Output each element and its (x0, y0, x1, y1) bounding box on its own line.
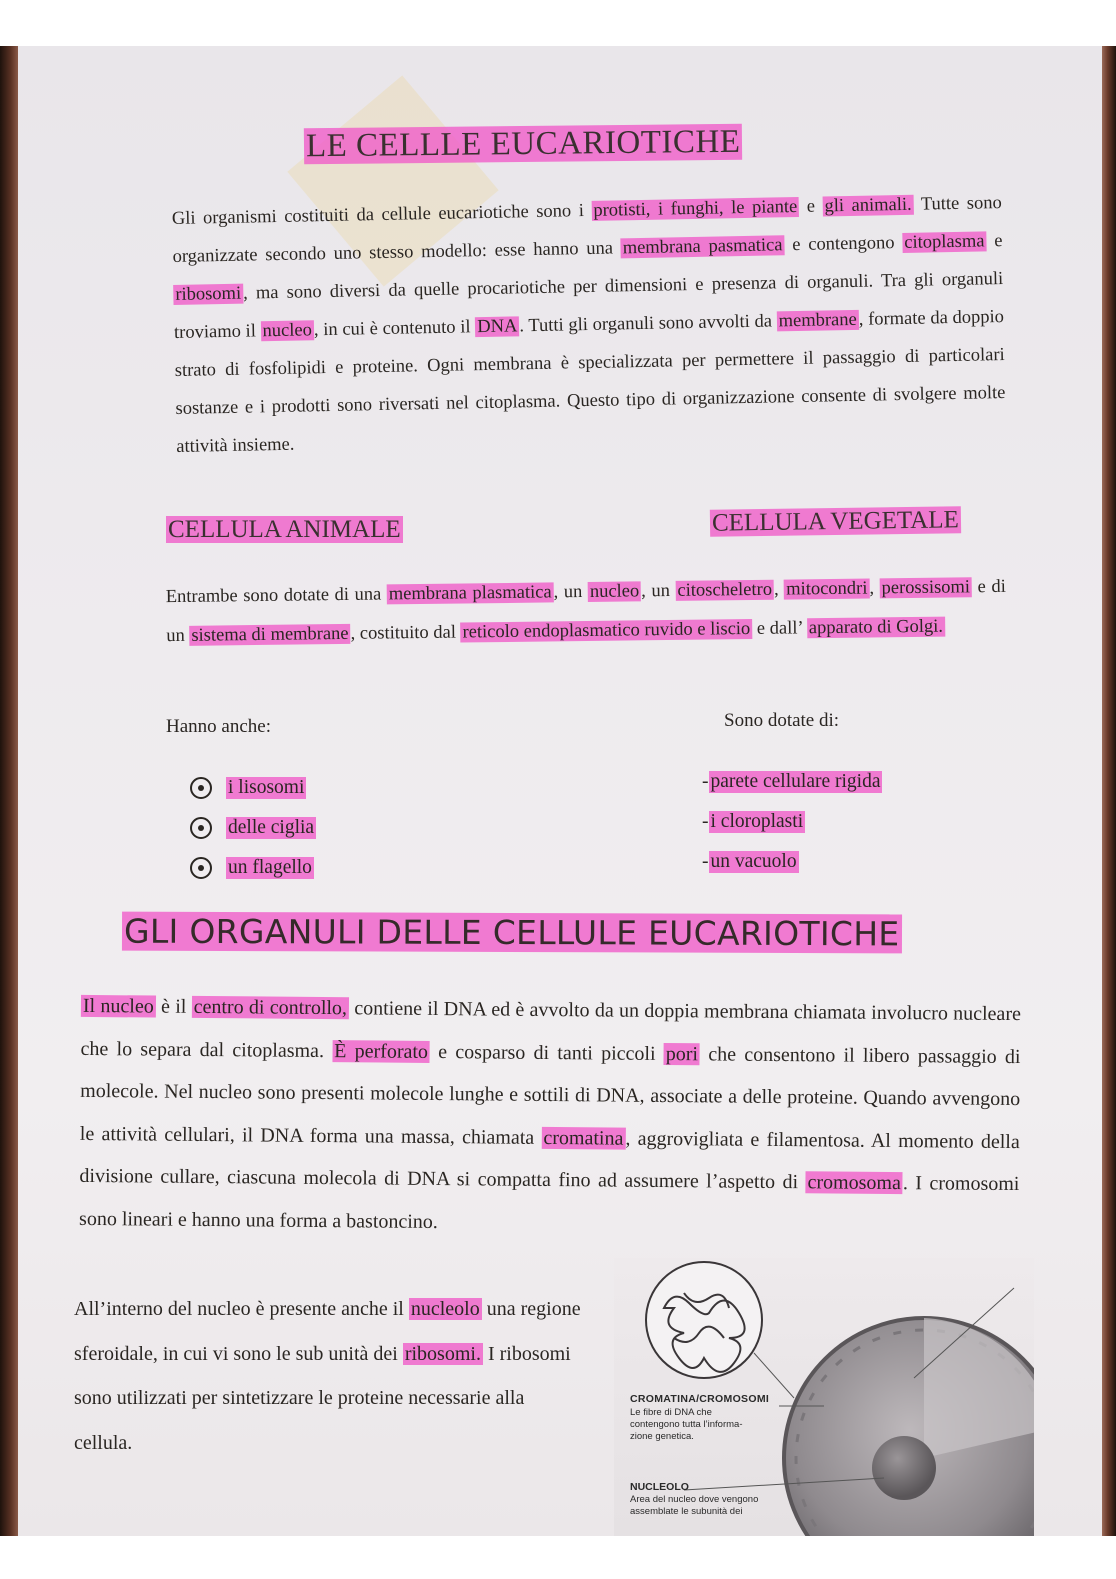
highlighted-text: ribosomi (175, 283, 242, 305)
radio-bullet-icon (190, 857, 212, 879)
highlighted-text: perossisomi (881, 577, 971, 599)
top-margin (0, 0, 1116, 46)
highlighted-text: sistema di membrane (191, 623, 349, 646)
text-run: e cosparso di tanti piccoli (429, 1040, 664, 1065)
highlighted-text: membrana pasmatica (622, 235, 783, 259)
text-run: , un (553, 581, 589, 603)
left-background-edge (0, 46, 18, 1536)
text-run: , (773, 579, 785, 600)
nucleus-paragraph (79, 985, 1021, 1248)
text-run: , un (641, 580, 676, 602)
text-run: e contengono (784, 232, 903, 256)
highlighted-text: cromosoma (807, 1171, 901, 1195)
figure-label-nucleolus: NUCLEOLO (630, 1481, 689, 1493)
heading-plant-cell: CELLULA VEGETALE (711, 506, 959, 537)
figure-caption-chromatin: Le fibre di DNA che contengono tutta l’informa-zione genetica. (630, 1407, 743, 1442)
highlighted-text: È perforato (334, 1039, 429, 1063)
bottom-margin (0, 1536, 1116, 1579)
text-run: Gli organismi costituiti da cellule eucariotiche sono i (171, 200, 592, 229)
text-run: . I cromosomi sono lineari e hanno una forma a bastoncino. (78, 1172, 1020, 1233)
radio-bullet-icon (190, 817, 212, 839)
highlighted-text: mitocondri (786, 578, 868, 600)
text-run: è il (155, 995, 192, 1018)
text-run: che consentono il libero passaggio di molecole. Nel nucleo sono presenti molecole lunghe e sottili di DNA, associate a delle proteine. Quando avvengono le attività cellulari, il DNA forma una massa, chiamata (79, 1042, 1021, 1149)
text-run: e (986, 231, 1003, 252)
text-run: , formate da doppio strato di fosfolipidi e proteine. Ogni membrana è specializzata per permettere il passaggio di particolari sostanze e i prodotti sono riversati nel citoplasma. Questo tipo di organizzazione consente di svolgere molte attività insieme. (174, 307, 1006, 457)
text-run: e dall’ (752, 618, 807, 639)
highlighted-text: DNA (477, 316, 518, 338)
highlighted-text: protisti, i funghi, le piante (593, 196, 798, 221)
animal-extra-label: Hanno anche: (166, 716, 271, 737)
list-item: - parete cellulare rigida (702, 771, 881, 792)
highlighted-text: pori (665, 1042, 699, 1065)
highlighted-text: nucleolo (410, 1298, 480, 1320)
text-run: e (799, 196, 823, 217)
text-run: I ribosomi sono utilizzati per sintetizzare le proteine necessarie alla cellula. (74, 1342, 571, 1454)
nucleolus-paragraph (74, 1287, 584, 1465)
figure-caption-nucleolus: Area del nucleo dove vengono assemblate le subunità dei (630, 1494, 759, 1517)
highlighted-text: membrane (778, 309, 857, 332)
text-run: , ma sono diversi da quelle procariotiche per dimensioni e presenza di organuli. Tra gli organuli troviamo il (173, 269, 1004, 343)
page-title: LE CELLLE EUCARIOTICHE (305, 123, 741, 165)
highlighted-text: nucleo (262, 320, 313, 342)
plant-items-list (702, 762, 882, 882)
list-item: - un vacuolo (702, 851, 797, 872)
text-run: , (869, 578, 880, 599)
text-run: Tutte sono organizzate secondo uno stesso modello: esse hanno una (172, 193, 1002, 267)
text-run: , costituito dal (350, 622, 461, 644)
highlighted-text: Il nucleo (82, 994, 154, 1018)
highlighted-text: nucleo (589, 581, 640, 602)
text-run: , in cui è contenuto il (313, 317, 476, 341)
heading-animal-cell: CELLULA ANIMALE (168, 516, 401, 543)
highlighted-text: reticolo endoplasmatico ruvido e liscio (462, 618, 751, 643)
highlighted-text: centro di controllo, (193, 995, 348, 1020)
highlighted-text: apparato di Golgi. (808, 616, 944, 639)
list-item: un flagello (190, 848, 316, 888)
section-title: GLI ORGANULI DELLE CELLULE EUCARIOTICHE (123, 911, 900, 954)
right-background-edge (1102, 46, 1116, 1536)
highlighted-text: citoscheletro (677, 579, 773, 601)
figure-label-chromatin: CROMATINA/CROMOSOMI (630, 1393, 770, 1405)
list-item: - i cloroplasti (702, 811, 804, 832)
highlighted-text: gli animali. (824, 194, 912, 217)
text-run: e di un (166, 576, 1006, 647)
list-item: i lisosomi (190, 768, 316, 808)
nucleus-illustration (614, 1258, 1034, 1536)
text-run: All’interno del nucleo è presente anche il (74, 1298, 409, 1320)
list-item: delle ciglia (190, 808, 316, 848)
text-run: . Tutti gli organuli sono avvolti da (519, 311, 777, 337)
highlighted-text: membrana plasmatica (388, 582, 552, 605)
text-run: , aggrovigliata e filamentosa. Al momento della divisione cullare, ciascuna molecola di DNA si compatta fino ad assumere l’aspetto di (79, 1127, 1020, 1194)
paper-sheet (18, 46, 1102, 1536)
text-run: una regione sferoidale, in cui vi sono le sub unità dei (74, 1298, 581, 1365)
animal-items-list (190, 768, 316, 888)
radio-bullet-icon (190, 777, 212, 799)
text-run: contiene il DNA ed è avvolto da un doppia membrana chiamata involucro nucleare che lo separa dal citoplasma. (80, 997, 1022, 1062)
plant-extra-label: Sono dotate di: (724, 710, 840, 731)
highlighted-text: ribosomi. (404, 1342, 481, 1365)
intro-paragraph (172, 184, 1007, 466)
shared-organelles-paragraph (166, 568, 1007, 656)
highlighted-text: citoplasma (904, 231, 985, 253)
text-run: Entrambe sono dotate di una (165, 584, 387, 608)
highlighted-text: cromatina (543, 1126, 624, 1150)
